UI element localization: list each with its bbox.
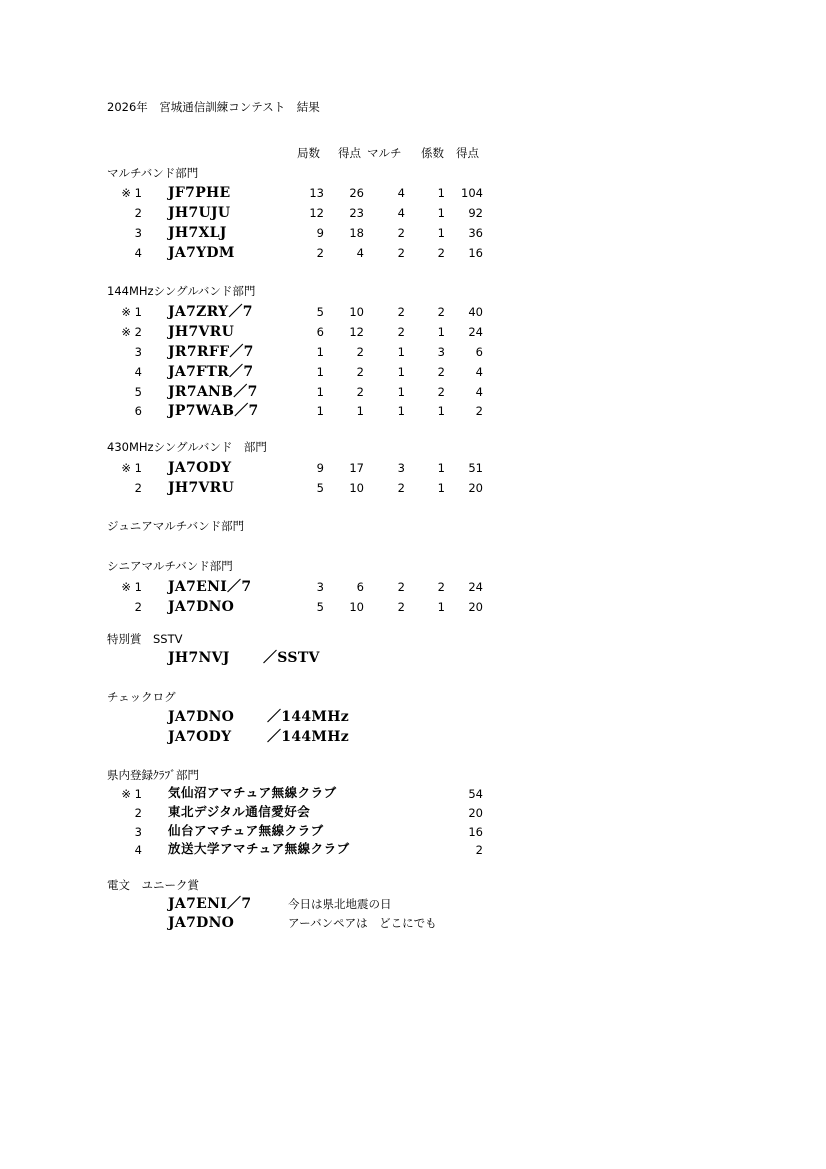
- cell-coef: 2: [437, 305, 445, 319]
- cell-score: 51: [468, 461, 483, 475]
- cell-score: 4: [475, 365, 483, 379]
- cell-score: 24: [468, 325, 483, 339]
- cell-qso: 5: [316, 481, 324, 495]
- header-score: 得点: [456, 146, 479, 160]
- rank-label: 2: [134, 481, 142, 495]
- cell-multi: 2: [397, 580, 405, 594]
- section-title: マルチバンド部門: [107, 166, 199, 180]
- club-rank: ※ 1: [121, 787, 142, 801]
- cell-coef: 2: [437, 580, 445, 594]
- cell-score: 104: [461, 186, 483, 200]
- callsign: JR7ANB／7: [168, 384, 258, 400]
- club-score: 2: [475, 843, 483, 857]
- cell-score: 92: [468, 206, 483, 220]
- cell-multi: 4: [397, 186, 405, 200]
- cell-multi: 4: [397, 206, 405, 220]
- club-section-title: 県内登録ｸﾗﾌﾞ部門: [107, 768, 199, 782]
- callsign: JA7YDM: [168, 245, 235, 261]
- rank-label: 4: [134, 365, 142, 379]
- cell-multi: 2: [397, 325, 405, 339]
- cell-pts: 6: [356, 580, 364, 594]
- club-rank: 3: [134, 825, 142, 839]
- cell-multi: 2: [397, 600, 405, 614]
- message-text: アーバンペアは どこにでも: [288, 916, 437, 930]
- callsign: JH7XLJ: [168, 225, 227, 241]
- cell-pts: 18: [349, 226, 364, 240]
- club-name: 放送大学アマチュア無線クラブ: [168, 841, 350, 856]
- club-name: 東北デジタル通信愛好会: [168, 804, 311, 819]
- rank-label: ※ 1: [121, 580, 142, 594]
- cell-score: 20: [468, 481, 483, 495]
- rank-label: 2: [134, 600, 142, 614]
- club-name: 気仙沼アマチュア無線クラブ: [168, 785, 337, 800]
- cell-coef: 1: [437, 226, 445, 240]
- cell-coef: 1: [437, 206, 445, 220]
- cell-score: 36: [468, 226, 483, 240]
- rank-label: 5: [134, 385, 142, 399]
- cell-coef: 1: [437, 186, 445, 200]
- section-title: 430MHzシングルバンド 部門: [107, 440, 267, 454]
- club-rank: 4: [134, 843, 142, 857]
- cell-coef: 1: [437, 325, 445, 339]
- special-callsign: JH7NVJ: [168, 650, 230, 666]
- rank-label: 3: [134, 345, 142, 359]
- callsign: JH7UJU: [168, 205, 231, 221]
- cell-coef: 2: [437, 246, 445, 260]
- rank-label: 3: [134, 226, 142, 240]
- message-text: 今日は県北地震の日: [288, 897, 392, 911]
- cell-qso: 1: [316, 385, 324, 399]
- club-score: 54: [468, 787, 483, 801]
- cell-multi: 2: [397, 246, 405, 260]
- message-callsign: JA7DNO: [168, 915, 235, 931]
- rank-label: ※ 1: [121, 186, 142, 200]
- callsign: JA7ENI／7: [168, 579, 252, 595]
- cell-qso: 6: [316, 325, 324, 339]
- cell-multi: 1: [397, 404, 405, 418]
- cell-qso: 5: [316, 305, 324, 319]
- cell-score: 6: [475, 345, 483, 359]
- cell-pts: 10: [349, 305, 364, 319]
- club-name: 仙台アマチュア無線クラブ: [168, 823, 324, 838]
- cell-pts: 12: [349, 325, 364, 339]
- section-title: シニアマルチバンド部門: [107, 559, 233, 573]
- message-callsign: JA7ENI／7: [168, 896, 252, 912]
- callsign: JA7ODY: [168, 460, 232, 476]
- rank-label: ※ 1: [121, 305, 142, 319]
- callsign: JA7ZRY／7: [168, 304, 253, 320]
- cell-pts: 4: [356, 246, 364, 260]
- cell-score: 2: [475, 404, 483, 418]
- rank-label: 2: [134, 206, 142, 220]
- checklog-callsign: JA7DNO: [168, 709, 235, 725]
- rank-label: ※ 2: [121, 325, 142, 339]
- cell-coef: 2: [437, 365, 445, 379]
- cell-score: 40: [468, 305, 483, 319]
- cell-pts: 23: [349, 206, 364, 220]
- cell-pts: 1: [356, 404, 364, 418]
- section-title: 144MHzシングルバンド部門: [107, 284, 256, 298]
- cell-qso: 2: [316, 246, 324, 260]
- cell-multi: 2: [397, 305, 405, 319]
- cell-pts: 2: [356, 345, 364, 359]
- rank-label: 6: [134, 404, 142, 418]
- callsign: JR7RFF／7: [168, 344, 254, 360]
- checklog-note: ／144MHz: [267, 709, 349, 725]
- cell-multi: 2: [397, 226, 405, 240]
- cell-score: 16: [468, 246, 483, 260]
- header-coefficient: 係数: [421, 146, 444, 160]
- callsign: JA7DNO: [168, 599, 235, 615]
- callsign: JH7VRU: [168, 480, 235, 496]
- cell-pts: 26: [349, 186, 364, 200]
- cell-pts: 10: [349, 481, 364, 495]
- callsign: JP7WAB／7: [168, 403, 259, 419]
- cell-score: 20: [468, 600, 483, 614]
- cell-qso: 1: [316, 345, 324, 359]
- club-score: 20: [468, 806, 483, 820]
- cell-qso: 13: [309, 186, 324, 200]
- special-award-title: 特別賞 SSTV: [107, 632, 183, 646]
- cell-multi: 1: [397, 345, 405, 359]
- cell-qso: 9: [316, 461, 324, 475]
- cell-coef: 1: [437, 404, 445, 418]
- cell-multi: 1: [397, 365, 405, 379]
- special-note: ／SSTV: [263, 650, 320, 666]
- cell-coef: 1: [437, 461, 445, 475]
- cell-qso: 12: [309, 206, 324, 220]
- section-title: ジュニアマルチバンド部門: [107, 519, 245, 533]
- cell-qso: 5: [316, 600, 324, 614]
- cell-pts: 2: [356, 385, 364, 399]
- cell-score: 4: [475, 385, 483, 399]
- cell-pts: 17: [349, 461, 364, 475]
- rank-label: ※ 1: [121, 461, 142, 475]
- callsign: JF7PHE: [168, 185, 231, 201]
- cell-multi: 1: [397, 385, 405, 399]
- cell-qso: 3: [316, 580, 324, 594]
- cell-coef: 2: [437, 385, 445, 399]
- rank-label: 4: [134, 246, 142, 260]
- callsign: JA7FTR／7: [168, 364, 254, 380]
- message-award-title: 電文 ユニーク賞: [107, 878, 199, 892]
- cell-coef: 1: [437, 481, 445, 495]
- cell-qso: 1: [316, 404, 324, 418]
- header-qso: 局数: [297, 146, 320, 160]
- checklog-callsign: JA7ODY: [168, 729, 232, 745]
- club-rank: 2: [134, 806, 142, 820]
- callsign: JH7VRU: [168, 324, 235, 340]
- cell-multi: 3: [397, 461, 405, 475]
- checklog-title: チェックログ: [107, 690, 176, 704]
- page-title: 2026年 宮城通信訓練コンテスト 結果: [107, 100, 320, 114]
- cell-pts: 10: [349, 600, 364, 614]
- cell-score: 24: [468, 580, 483, 594]
- club-score: 16: [468, 825, 483, 839]
- header-multi: マルチ: [367, 146, 402, 160]
- cell-coef: 3: [437, 345, 445, 359]
- cell-qso: 1: [316, 365, 324, 379]
- checklog-note: ／144MHz: [267, 729, 349, 745]
- cell-multi: 2: [397, 481, 405, 495]
- cell-qso: 9: [316, 226, 324, 240]
- cell-pts: 2: [356, 365, 364, 379]
- header-points: 得点: [338, 146, 361, 160]
- cell-coef: 1: [437, 600, 445, 614]
